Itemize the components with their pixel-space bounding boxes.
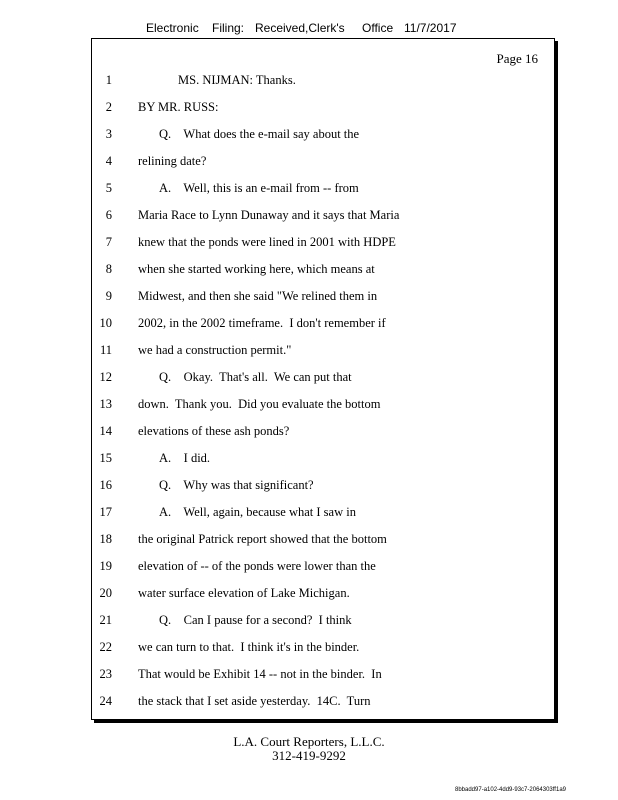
line-text: Q. Okay. That's all. We can put that (159, 370, 352, 384)
transcript-line (92, 100, 554, 120)
line-text: A. I did. (159, 451, 211, 465)
line-number: 6 (105, 208, 112, 222)
line-text: Midwest, and then she said "We relined them in (138, 289, 378, 303)
transcript-line (92, 667, 554, 687)
transcript-line (92, 235, 554, 255)
transcript-page (91, 38, 555, 720)
line-text: BY MR. RUSS: (138, 100, 219, 114)
line-number: 5 (105, 181, 112, 195)
transcript-line (92, 694, 554, 714)
line-text: Q. Why was that significant? (159, 478, 314, 492)
line-number: 1 (105, 73, 112, 87)
filing-date: 11/7/2017 (404, 21, 457, 35)
line-text: when she started working here, which means at (138, 262, 375, 276)
filing-word-electronic: Electronic (146, 21, 199, 35)
line-number: 20 (99, 586, 112, 600)
line-number: 10 (99, 316, 112, 330)
transcript-line (92, 505, 554, 525)
transcript-line (92, 559, 554, 579)
transcript-line (92, 613, 554, 633)
line-number: 2 (105, 100, 112, 114)
transcript-line (92, 451, 554, 471)
footer-phone: 312-419-9292 (272, 748, 346, 763)
line-number: 9 (105, 289, 112, 303)
line-text: MS. NIJMAN: Thanks. (178, 73, 296, 87)
transcript-line (92, 289, 554, 309)
line-text: we can turn to that. I think it's in the binder. (138, 640, 360, 654)
filing-word-received: Received,Clerk's (255, 21, 345, 35)
line-text: the stack that I set aside yesterday. 14C. Turn (138, 694, 371, 708)
transcript-line (92, 532, 554, 552)
line-number: 16 (99, 478, 112, 492)
line-text: relining date? (138, 154, 207, 168)
line-number: 15 (99, 451, 112, 465)
line-number: 23 (99, 667, 112, 681)
line-text: we had a construction permit." (138, 343, 292, 357)
line-number: 13 (99, 397, 112, 411)
line-text: That would be Exhibit 14 -- not in the binder. In (138, 667, 382, 681)
document-hash: 8bbadd97-a102-4dd9-93c7-2064303ff1a9 (455, 787, 566, 793)
line-text: 2002, in the 2002 timeframe. I don't remember if (138, 316, 386, 330)
line-text: Maria Race to Lynn Dunaway and it says that Maria (138, 208, 400, 222)
transcript-line (92, 397, 554, 417)
line-number: 22 (99, 640, 112, 654)
line-text: elevations of these ash ponds? (138, 424, 290, 438)
line-text: water surface elevation of Lake Michigan. (138, 586, 350, 600)
transcript-line (92, 73, 554, 93)
line-number: 4 (105, 154, 112, 168)
footer-company: L.A. Court Reporters, L.L.C. (233, 734, 385, 749)
line-number: 7 (105, 235, 112, 249)
transcript-line (92, 640, 554, 660)
line-number: 24 (99, 694, 112, 708)
line-text: Q. What does the e-mail say about the (159, 127, 360, 141)
transcript-line (92, 154, 554, 174)
transcript-line (92, 478, 554, 498)
line-number: 12 (99, 370, 112, 384)
line-number: 21 (99, 613, 112, 627)
line-text: knew that the ponds were lined in 2001 with HDPE (138, 235, 396, 249)
line-number: 3 (105, 127, 112, 141)
page-number: Page 16 (496, 51, 538, 66)
transcript-line (92, 586, 554, 606)
filing-word-office: Office (362, 21, 394, 35)
filing-word-filing: Filing: (212, 21, 245, 35)
transcript-line (92, 316, 554, 336)
transcript-line (92, 127, 554, 147)
transcript-line (92, 262, 554, 282)
line-number: 14 (99, 424, 112, 438)
line-text: Q. Can I pause for a second? I think (159, 613, 352, 627)
line-number: 19 (99, 559, 112, 573)
transcript-line (92, 370, 554, 390)
line-text: A. Well, this is an e-mail from -- from (159, 181, 359, 195)
line-text: the original Patrick report showed that the bottom (138, 532, 387, 546)
line-text: A. Well, again, because what I saw in (159, 505, 356, 519)
transcript-line (92, 424, 554, 444)
transcript-line (92, 343, 554, 363)
line-number: 11 (99, 343, 112, 357)
line-number: 8 (105, 262, 112, 276)
transcript-line (92, 181, 554, 201)
line-text: down. Thank you. Did you evaluate the bottom (138, 397, 381, 411)
line-number: 17 (99, 505, 112, 519)
transcript-line (92, 208, 554, 228)
line-text: elevation of -- of the ponds were lower than the (138, 559, 376, 573)
line-number: 18 (99, 532, 112, 546)
